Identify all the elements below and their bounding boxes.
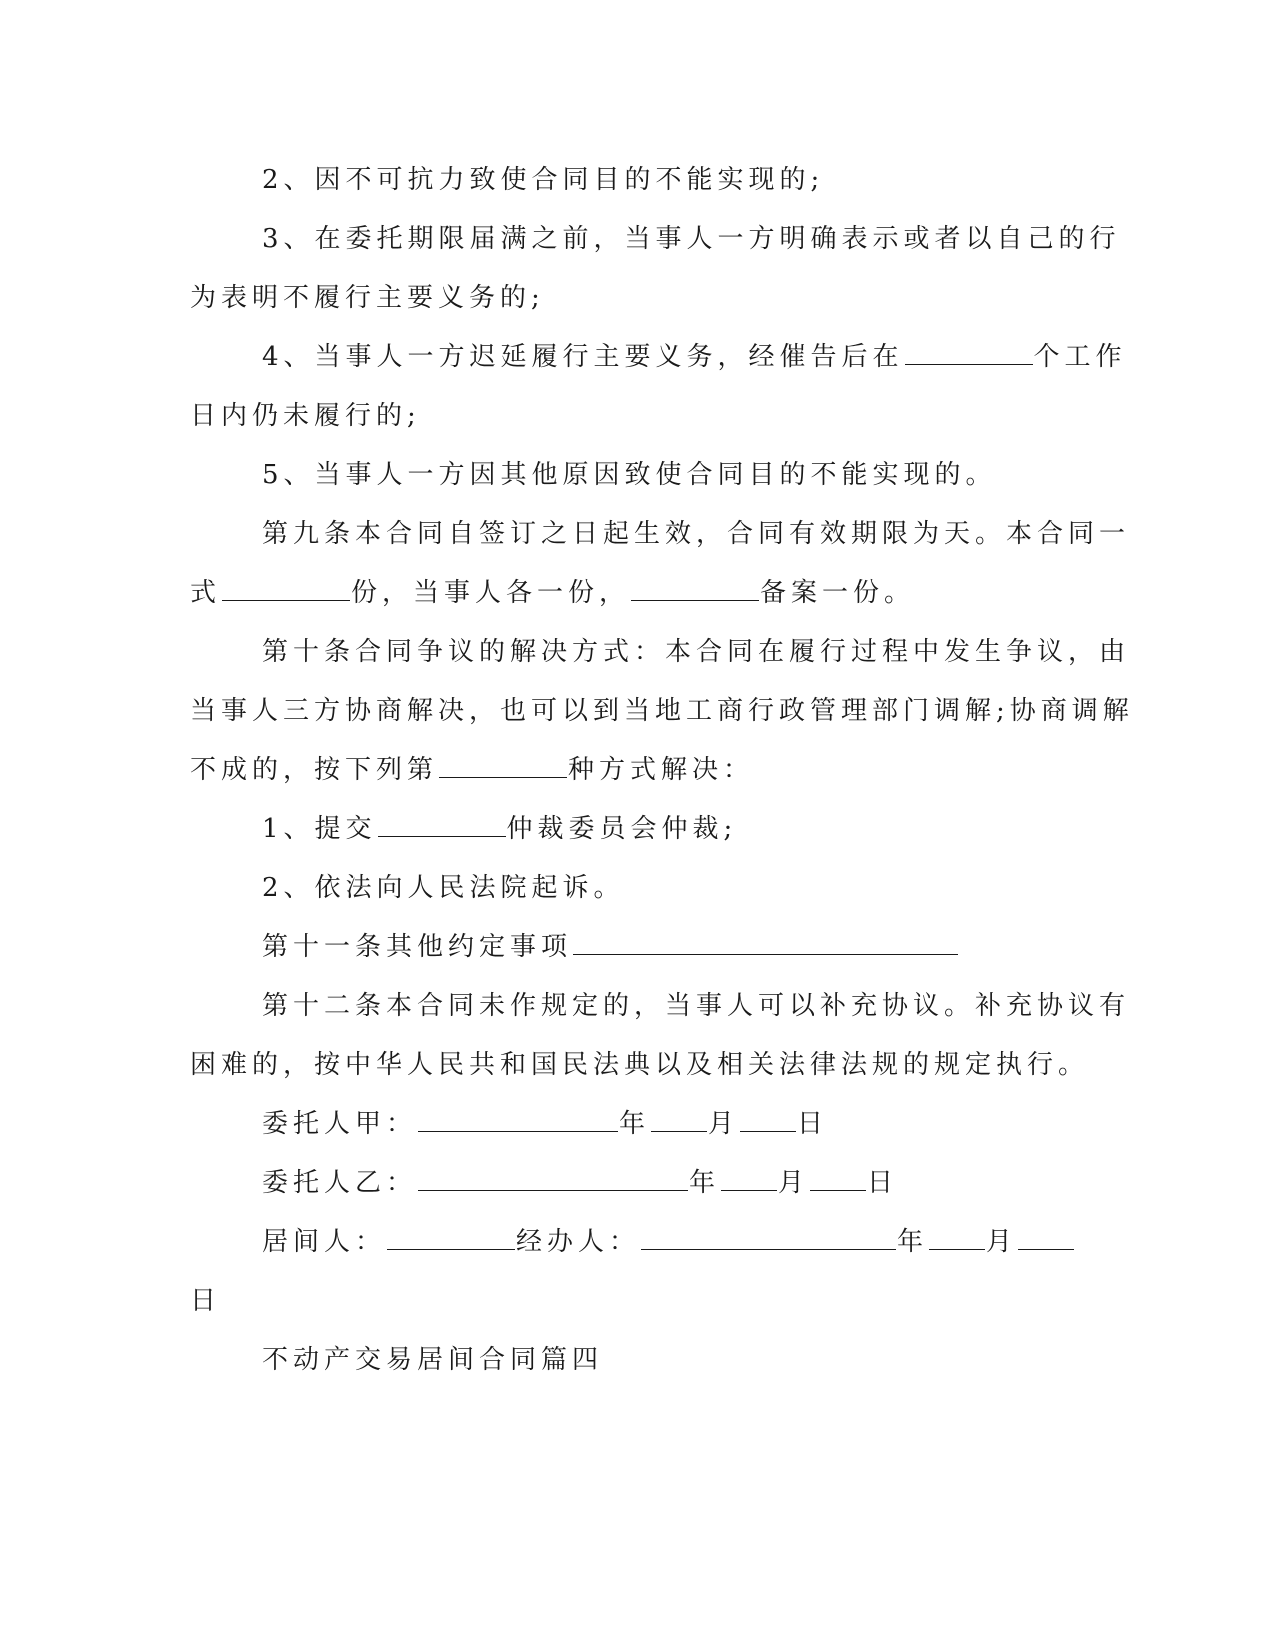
working-days-blank[interactable] — [905, 337, 1033, 365]
principal-b-signature-blank[interactable] — [418, 1163, 688, 1191]
article-9-line-1: 第九条本合同自签订之日起生效，合同有效期限为天。本合同一 — [262, 519, 1131, 549]
clause-item-5: 5、当事人一方因其他原因致使合同目的不能实现的。 — [262, 460, 997, 490]
arbitration-committee-blank[interactable] — [378, 809, 506, 837]
signature-intermediary: 居间人： 经办人： 年 月 — [262, 1222, 1157, 1262]
article-10-line-2: 当事人三方协商解决，也可以到当地工商行政管理部门调解;协商调解 — [190, 696, 1134, 726]
intermediary-month-blank[interactable] — [929, 1222, 985, 1250]
filing-party-blank[interactable] — [631, 573, 759, 601]
intermediary-day-blank[interactable] — [1018, 1222, 1074, 1250]
clause-item-3-line-2: 为表明不履行主要义务的; — [190, 283, 545, 313]
principal-a-day-blank[interactable] — [740, 1104, 796, 1132]
handler-signature-blank[interactable] — [641, 1222, 896, 1250]
copies-count-blank[interactable] — [222, 573, 350, 601]
article-9-line-2: 式 份，当事人各一份， 备案一份。 — [190, 573, 1085, 613]
article-10-line-1: 第十条合同争议的解决方式：本合同在履行过程中发生争议，由 — [262, 637, 1131, 667]
principal-a-signature-blank[interactable] — [418, 1104, 618, 1132]
article-10-line-3: 不成的，按下列第 种方式解决： — [190, 750, 1085, 790]
principal-a-month-blank[interactable] — [651, 1104, 707, 1132]
clause-item-4-line-1: 4、当事人一方迟延履行主要义务，经催告后在 个工作 — [262, 337, 1157, 377]
signature-principal-b: 委托人乙： 年 月 日 — [262, 1163, 1157, 1203]
article-12-line-1: 第十二条本合同未作规定的，当事人可以补充协议。补充协议有 — [262, 991, 1131, 1021]
article-12-line-2: 困难的，按中华人民共和国民法典以及相关法律法规的规定执行。 — [190, 1050, 1090, 1080]
article-11: 第十一条其他约定事项 — [262, 927, 1157, 967]
resolution-method-blank[interactable] — [439, 750, 567, 778]
section-heading-part-4: 不动产交易居间合同篇四 — [262, 1345, 604, 1375]
signature-intermediary-day-line: 日 — [190, 1286, 222, 1316]
principal-b-month-blank[interactable] — [721, 1163, 777, 1191]
resolution-option-1: 1、提交 仲裁委员会仲裁; — [262, 809, 1157, 849]
clause-item-4-line-2: 日内仍未履行的; — [190, 401, 421, 431]
principal-b-day-blank[interactable] — [810, 1163, 866, 1191]
intermediary-signature-blank[interactable] — [387, 1222, 515, 1250]
resolution-option-2: 2、依法向人民法院起诉。 — [262, 873, 625, 903]
clause-item-2: 2、因不可抗力致使合同目的不能实现的; — [262, 165, 825, 195]
signature-principal-a: 委托人甲： 年 月 日 — [262, 1104, 1157, 1144]
other-terms-blank[interactable] — [573, 927, 958, 955]
clause-item-3-line-1: 3、在委托期限届满之前，当事人一方明确表示或者以自己的行 — [262, 224, 1121, 254]
